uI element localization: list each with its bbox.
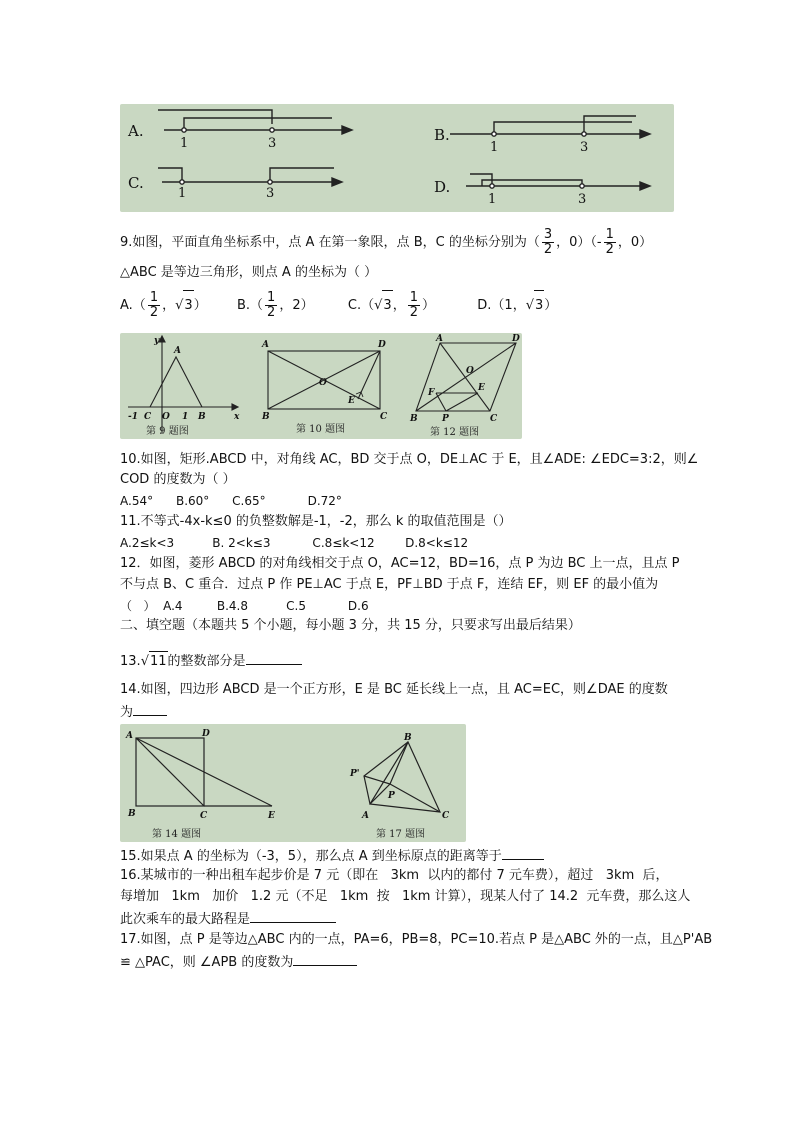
q17-line2-text: ≌ △PAC，则 ∠APB 的度数为 bbox=[120, 955, 294, 970]
q14-line1: 14.如图，四边形 ABCD 是一个正方形，E 是 BC 延长线上一点，且 AC=EC，则∠DAE 的度数 bbox=[120, 682, 668, 697]
fig12-label-a: A bbox=[436, 334, 443, 344]
q9-end: ，0） bbox=[617, 235, 653, 250]
q11-options: A.2≤k<3 B. 2<k≤3 C.8≤k<12 D.8<k≤12 bbox=[120, 536, 469, 550]
q9-option-b: B.（ $\frac{1}{2}$ ，2） bbox=[236, 290, 314, 320]
q9-option-a: A.（ $\frac{1}{2}$ ，√3） bbox=[120, 290, 207, 320]
q9-mid: ，0）（- bbox=[556, 235, 602, 250]
fig10-label-c: C bbox=[380, 412, 388, 422]
number-line-options-figure bbox=[120, 104, 674, 212]
fig9-caption: 第 9 题图 bbox=[146, 426, 189, 437]
range-a-left bbox=[158, 110, 272, 124]
fig9-label-c: C bbox=[144, 412, 152, 422]
range-b-right bbox=[584, 116, 636, 134]
q15-line1 bbox=[120, 845, 680, 867]
q17-line2 bbox=[120, 951, 680, 973]
fig10-label-d: D bbox=[378, 340, 386, 350]
q10-options: A.54° B.60° C.65° D.72° bbox=[120, 494, 342, 508]
tick-label-3: 3 bbox=[268, 136, 277, 151]
tick-label-3: 3 bbox=[580, 140, 589, 155]
fig12-label-e: E bbox=[478, 383, 485, 393]
fig14-label-d: D bbox=[202, 729, 210, 739]
fig12-label-d: D bbox=[512, 334, 520, 344]
fig9-label-neg1: -1 bbox=[128, 412, 138, 422]
q13-line1: 13.√11的整数部分是 bbox=[120, 650, 680, 672]
fig10-caption: 第 10 题图 bbox=[296, 424, 346, 435]
q9-options bbox=[120, 290, 680, 321]
q15-answer-blank[interactable] bbox=[502, 845, 544, 860]
q9-line2: △ABC 是等边三角形，则点 A 的坐标为（ ） bbox=[120, 265, 378, 280]
q16-line1: 16.某城市的一种出租车起步价是 7 元（即在 3km 以内的都付 7 元车费），超过 3km 后， bbox=[120, 868, 669, 883]
q17-line1: 17.如图，点 P 是等边△ABC 内的一点，PA=6，PB=8，PC=10.若点 P 是△ABC 外的一点，且△P'AB bbox=[120, 932, 713, 947]
range-c-left bbox=[158, 168, 182, 182]
figures-9-10-12-photo bbox=[120, 333, 522, 439]
tick-label-1: 1 bbox=[180, 136, 189, 151]
q13-number: 13. bbox=[120, 654, 141, 669]
fig9-triangle bbox=[150, 357, 202, 407]
q13-text: 的整数部分是 bbox=[167, 654, 246, 669]
tick-label-3: 3 bbox=[266, 186, 275, 201]
fig14-diagonal-ac bbox=[136, 738, 204, 806]
q9-line1 bbox=[120, 228, 680, 257]
q16-answer-blank[interactable] bbox=[250, 908, 336, 923]
q13-answer-blank[interactable] bbox=[246, 650, 302, 665]
fig9-label-b: B bbox=[198, 412, 206, 422]
q12-line2: 不与点 B、C 重合．过点 P 作 PE⊥AC 于点 E，PF⊥BD 于点 F，连结 EF，则 EF 的最小值为 bbox=[120, 577, 659, 592]
q16-line2: 每增加 1km 加价 1.2 元（不足 1km 按 1km 计算），现某人付了 14.2 元车费，那么这人 bbox=[120, 889, 691, 904]
q9-option-c: C.（√3， $\frac{1}{2}$ ） bbox=[347, 290, 435, 320]
fig17-caption: 第 17 题图 bbox=[376, 829, 426, 840]
fig17-pc bbox=[390, 784, 440, 812]
q17-answer-blank[interactable] bbox=[293, 951, 357, 966]
fraction-1-2: $\frac{1}{2}$ bbox=[605, 227, 614, 257]
q10-line1: 10.如图，矩形.ABCD 中，对角线 AC，BD 交于点 O，DE⊥AC 于 E，且∠ADE: ∠EDC=3:2，则∠ bbox=[120, 452, 699, 467]
range-c-right bbox=[270, 168, 334, 182]
tick-label-1: 1 bbox=[488, 192, 497, 207]
q14-line2 bbox=[120, 701, 680, 723]
fig12-label-b: B bbox=[410, 414, 418, 424]
fig14-caption: 第 14 题图 bbox=[152, 829, 202, 840]
fig14-label-b: B bbox=[128, 809, 136, 819]
q16-line3 bbox=[120, 908, 680, 930]
fig17-label-a: A bbox=[362, 811, 369, 821]
q15-text: 15.如果点 A 的坐标为（-3，5），那么点 A 到坐标原点的距离等于 bbox=[120, 849, 502, 864]
q14-answer-blank[interactable] bbox=[133, 701, 167, 716]
fig10-label-o: O bbox=[319, 378, 327, 388]
q12-line1: 12．如图，菱形 ABCD 的对角线相交于点 O，AC=12，BD=16，点 P 为边 BC 上一点，且点 P bbox=[120, 556, 680, 571]
tick-label-1: 1 bbox=[178, 186, 187, 201]
fig14-label-e: E bbox=[268, 811, 275, 821]
q12-line3: （ ） A.4 B.4.8 C.5 D.6 bbox=[120, 599, 369, 613]
section-heading-fill-in: 二、填空题（本题共 5 个小题，每小题 3 分，共 15 分，只要求写出最后结果） bbox=[120, 618, 581, 633]
sqrt-11: 11 bbox=[149, 651, 168, 672]
fig17-label-p: P bbox=[388, 791, 395, 801]
fig9-label-x: x bbox=[234, 412, 240, 422]
fig10-label-e: E bbox=[348, 396, 355, 406]
fig12-label-f: F bbox=[428, 388, 435, 398]
figures-14-17-photo bbox=[120, 724, 466, 842]
tick-label-3: 3 bbox=[578, 192, 587, 207]
figures-14-17 bbox=[120, 724, 466, 842]
range-b-left bbox=[494, 122, 632, 134]
figures-9-10-12 bbox=[120, 333, 522, 439]
option-a-label: A. bbox=[128, 122, 144, 140]
fig12-label-c: C bbox=[490, 414, 498, 424]
fig17-triangle bbox=[370, 742, 440, 812]
q14-line2-text: 为 bbox=[120, 705, 134, 720]
fig14-label-c: C bbox=[200, 811, 208, 821]
q16-line3-text: 此次乘车的最大路程是 bbox=[120, 912, 251, 927]
fig17-label-p-prime: P' bbox=[350, 769, 360, 779]
fraction-3-2: $\frac{3}{2}$ bbox=[543, 227, 553, 257]
fig14-label-a: A bbox=[126, 731, 133, 741]
fig10-label-a: A bbox=[262, 340, 269, 350]
range-d-right bbox=[482, 180, 582, 186]
fig12-pe bbox=[446, 393, 478, 411]
fig9-label-a: A bbox=[174, 346, 181, 356]
fig17-label-c: C bbox=[442, 811, 450, 821]
fig10-label-b: B bbox=[262, 412, 270, 422]
option-b-label: B. bbox=[434, 126, 450, 144]
q9-option-d: D.（1，√3） bbox=[477, 298, 557, 313]
q11-line1: 11.不等式-4x-k≤0 的负整数解是-1，-2，那么 k 的取值范围是（） bbox=[120, 514, 512, 529]
range-a-right bbox=[184, 118, 332, 130]
q10-line2: COD 的度数为（ ） bbox=[120, 472, 236, 487]
fig17-p-prime bbox=[364, 742, 408, 804]
fig12-caption: 第 12 题图 bbox=[430, 427, 480, 438]
fig17-label-b: B bbox=[404, 733, 412, 743]
option-d-label: D. bbox=[434, 178, 451, 196]
fig9-label-y: y bbox=[154, 336, 160, 346]
fig9-label-o: O bbox=[162, 412, 170, 422]
fig12-diagonal-bd bbox=[416, 343, 516, 411]
fig12-label-p: P bbox=[442, 414, 449, 424]
fig12-pf bbox=[436, 393, 446, 411]
fig12-label-o: O bbox=[466, 366, 474, 376]
fig9-label-1: 1 bbox=[182, 412, 189, 422]
number-line-options-photo bbox=[120, 104, 674, 212]
tick-label-1: 1 bbox=[490, 140, 499, 155]
option-c-label: C. bbox=[128, 174, 144, 192]
q9-intro: 9.如图，平面直角坐标系中，点 A 在第一象限，点 B，C 的坐标分别为（ bbox=[120, 235, 540, 250]
